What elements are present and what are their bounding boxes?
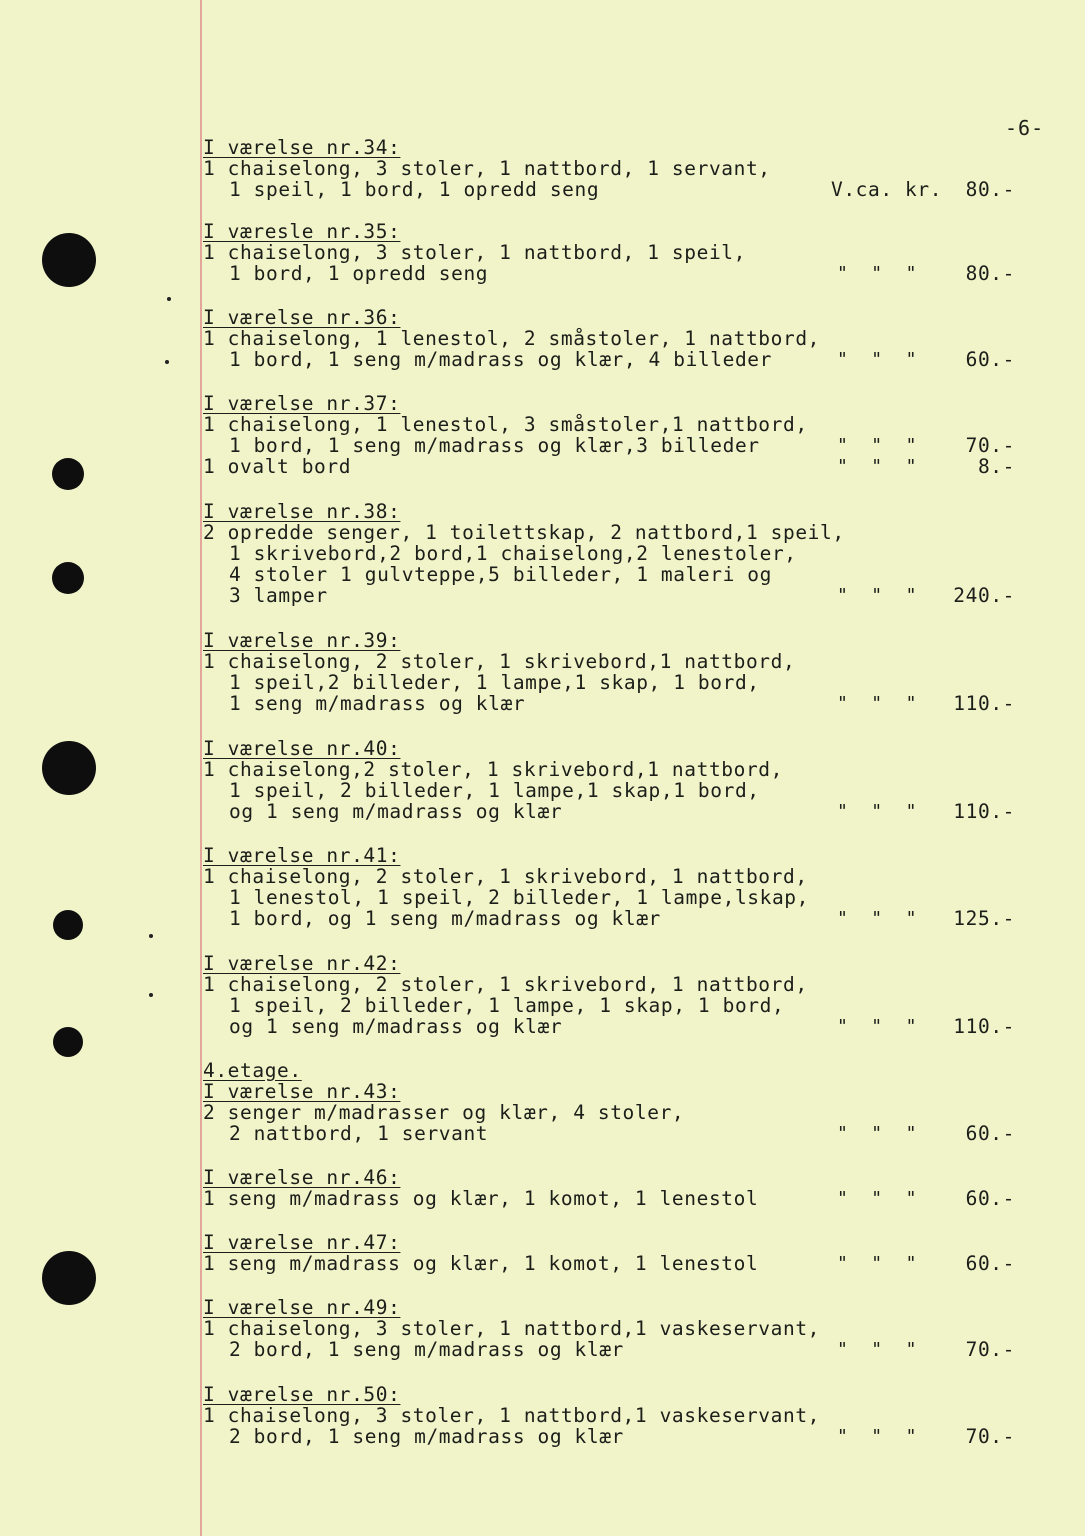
item-line bbox=[203, 1016, 1033, 1037]
item-line bbox=[203, 158, 1033, 179]
item-line bbox=[203, 1405, 1033, 1426]
room-heading-text: I værelse nr.41: bbox=[203, 844, 401, 867]
ditto-marks: " " " bbox=[837, 693, 918, 714]
item-line-text: 2 nattbord, 1 servant bbox=[229, 1122, 489, 1145]
item-line bbox=[203, 1123, 1033, 1144]
item-line bbox=[203, 693, 1033, 714]
room-heading bbox=[203, 1384, 1033, 1405]
amount-value: 125.- bbox=[953, 907, 1015, 930]
ditto-marks: " " " bbox=[837, 1339, 918, 1360]
item-line-text: 1 chaiselong, 1 lenestol, 3 småstoler,1 nattbord, bbox=[203, 413, 808, 436]
item-line bbox=[203, 179, 1033, 200]
room-entry bbox=[203, 221, 1033, 284]
item-line bbox=[203, 543, 1033, 564]
item-line bbox=[203, 564, 1033, 585]
item-line bbox=[203, 974, 1033, 995]
amount-value: 60.- bbox=[965, 1187, 1015, 1210]
item-line bbox=[203, 908, 1033, 929]
item-line bbox=[203, 887, 1033, 908]
item-line-text: 3 lamper bbox=[229, 584, 328, 607]
room-heading bbox=[203, 1297, 1033, 1318]
item-line bbox=[203, 672, 1033, 693]
punch-hole bbox=[42, 741, 96, 795]
amount-value: 70.- bbox=[965, 1338, 1015, 1361]
item-line-text: 1 speil, 1 bord, 1 opredd seng bbox=[229, 178, 600, 201]
item-line-text: 1 speil, 2 billeder, 1 lampe, 1 skap, 1 bord, bbox=[229, 994, 785, 1017]
ditto-marks: " " " bbox=[837, 585, 918, 606]
ditto-marks: " " " bbox=[837, 263, 918, 284]
amount-value: 110.- bbox=[953, 692, 1015, 715]
room-heading-text: I værelse nr.40: bbox=[203, 737, 401, 760]
item-line-text: 1 speil,2 billeder, 1 lampe,1 skap, 1 bord, bbox=[229, 671, 760, 694]
room-heading bbox=[203, 953, 1033, 974]
ditto-marks: " " " bbox=[837, 456, 918, 477]
item-line-text: 1 skrivebord,2 bord,1 chaiselong,2 lenestoler, bbox=[229, 542, 797, 565]
amount-value: 70.- bbox=[965, 1425, 1015, 1448]
item-line bbox=[203, 651, 1033, 672]
room-heading bbox=[203, 1232, 1033, 1253]
item-line-text: 1 chaiselong, 3 stoler, 1 nattbord, 1 servant, bbox=[203, 157, 771, 180]
room-entry bbox=[203, 1167, 1033, 1209]
room-heading-text: I værelse nr.37: bbox=[203, 392, 401, 415]
room-entry bbox=[203, 1060, 1033, 1144]
room-heading-text: I værelse nr.34: bbox=[203, 136, 401, 159]
punch-hole bbox=[42, 1251, 96, 1305]
amount-value: 80.- bbox=[965, 178, 1015, 201]
amount-value: 70.- bbox=[965, 434, 1015, 457]
ditto-marks: " " " bbox=[837, 349, 918, 370]
punch-hole bbox=[52, 562, 84, 594]
item-line-text: og 1 seng m/madrass og klær bbox=[229, 1015, 563, 1038]
room-heading-text: I værelse nr.49: bbox=[203, 1296, 401, 1319]
item-line-text: 1 chaiselong, 2 stoler, 1 skrivebord,1 nattbord, bbox=[203, 650, 796, 673]
punch-hole bbox=[53, 910, 83, 940]
room-entry bbox=[203, 630, 1033, 714]
room-heading-text: I værelse nr.36: bbox=[203, 306, 401, 329]
room-entry bbox=[203, 1297, 1033, 1360]
room-heading bbox=[203, 221, 1033, 242]
room-heading bbox=[203, 845, 1033, 866]
item-line bbox=[203, 866, 1033, 887]
item-line-text: 2 bord, 1 seng m/madrass og klær bbox=[229, 1425, 624, 1448]
amount-value: 60.- bbox=[965, 348, 1015, 371]
ditto-marks: " " " bbox=[837, 908, 918, 929]
room-heading-text: I værelse nr.50: bbox=[203, 1383, 401, 1406]
item-line bbox=[203, 456, 1033, 477]
item-line-text: 2 bord, 1 seng m/madrass og klær bbox=[229, 1338, 624, 1361]
ditto-marks: " " " bbox=[837, 1426, 918, 1447]
amount-value: 60.- bbox=[965, 1252, 1015, 1275]
amount-value: 110.- bbox=[953, 1015, 1015, 1038]
ditto-marks: " " " bbox=[837, 1016, 918, 1037]
item-line bbox=[203, 1339, 1033, 1360]
room-heading-text: I værelse nr.43: bbox=[203, 1080, 401, 1103]
item-line-text: 2 senger m/madrasser og klær, 4 stoler, bbox=[203, 1101, 685, 1124]
room-heading bbox=[203, 1081, 1033, 1102]
amount-value: 60.- bbox=[965, 1122, 1015, 1145]
floor-heading-text: 4.etage. bbox=[203, 1059, 302, 1082]
room-heading bbox=[203, 1167, 1033, 1188]
room-heading bbox=[203, 137, 1033, 158]
page-number: -6- bbox=[1005, 116, 1045, 140]
ditto-marks: " " " bbox=[837, 801, 918, 822]
ditto-marks: " " " bbox=[837, 1253, 918, 1274]
item-line-text: 1 chaiselong, 3 stoler, 1 nattbord,1 vaskeservant, bbox=[203, 1317, 820, 1340]
item-line-text: 1 seng m/madrass og klær, 1 komot, 1 lenestol bbox=[203, 1252, 759, 1275]
room-entry bbox=[203, 137, 1033, 200]
room-heading-text: I værelse nr.39: bbox=[203, 629, 401, 652]
item-line bbox=[203, 759, 1033, 780]
room-entry bbox=[203, 1232, 1033, 1274]
item-line bbox=[203, 585, 1033, 606]
ink-speck bbox=[149, 934, 153, 938]
item-line bbox=[203, 1318, 1033, 1339]
room-entry bbox=[203, 738, 1033, 822]
item-line bbox=[203, 995, 1033, 1016]
room-heading-text: I værelse nr.38: bbox=[203, 500, 401, 523]
room-entry bbox=[203, 393, 1033, 477]
item-line-text: 1 bord, 1 seng m/madrass og klær,3 billeder bbox=[229, 434, 760, 457]
ink-speck bbox=[149, 993, 153, 997]
item-line-text: 1 chaiselong, 3 stoler, 1 nattbord,1 vaskeservant, bbox=[203, 1404, 820, 1427]
punch-hole bbox=[42, 233, 96, 287]
item-line-text: 1 speil, 2 billeder, 1 lampe,1 skap,1 bord, bbox=[229, 779, 760, 802]
item-line-text: 1 chaiselong, 2 stoler, 1 skrivebord, 1 nattbord, bbox=[203, 973, 808, 996]
item-line bbox=[203, 263, 1033, 284]
red-margin-line bbox=[200, 0, 202, 1536]
item-line-text: 1 chaiselong, 3 stoler, 1 nattbord, 1 speil, bbox=[203, 241, 746, 264]
floor-heading bbox=[203, 1060, 1033, 1081]
amount-value: 80.- bbox=[965, 262, 1015, 285]
punch-hole bbox=[52, 458, 84, 490]
ink-speck bbox=[165, 360, 169, 364]
item-line-text: 4 stoler 1 gulvteppe,5 billeder, 1 maleri og bbox=[229, 563, 772, 586]
room-heading bbox=[203, 393, 1033, 414]
item-line bbox=[203, 1188, 1033, 1209]
item-line-text: 1 chaiselong, 1 lenestol, 2 småstoler, 1 nattbord, bbox=[203, 327, 820, 350]
room-entry bbox=[203, 845, 1033, 929]
ditto-marks: " " " bbox=[837, 1123, 918, 1144]
room-heading bbox=[203, 307, 1033, 328]
item-line-text: 1 bord, 1 seng m/madrass og klær, 4 billeder bbox=[229, 348, 772, 371]
valuation-label: V.ca. kr. bbox=[831, 178, 943, 201]
room-heading-text: I væresle nr.35: bbox=[203, 220, 401, 243]
room-entry bbox=[203, 953, 1033, 1037]
room-entry bbox=[203, 501, 1033, 606]
item-line bbox=[203, 1253, 1033, 1274]
item-line-text: 1 chaiselong, 2 stoler, 1 skrivebord, 1 nattbord, bbox=[203, 865, 808, 888]
room-entry bbox=[203, 307, 1033, 370]
ink-speck bbox=[167, 297, 171, 301]
amount-value: 110.- bbox=[953, 800, 1015, 823]
ditto-marks: " " " bbox=[837, 1188, 918, 1209]
ditto-marks: " " " bbox=[837, 435, 918, 456]
item-line-text: og 1 seng m/madrass og klær bbox=[229, 800, 563, 823]
room-heading-text: I værelse nr.42: bbox=[203, 952, 401, 975]
item-line-text: 1 ovalt bord bbox=[203, 455, 352, 478]
item-line bbox=[203, 328, 1033, 349]
item-line bbox=[203, 801, 1033, 822]
item-line-text: 1 seng m/madrass og klær, 1 komot, 1 lenestol bbox=[203, 1187, 759, 1210]
amount-value: 240.- bbox=[953, 584, 1015, 607]
item-line-text: 1 lenestol, 1 speil, 2 billeder, 1 lampe,lskap, bbox=[229, 886, 809, 909]
room-heading bbox=[203, 501, 1033, 522]
room-heading bbox=[203, 738, 1033, 759]
item-line-text: 2 opredde senger, 1 toilettskap, 2 nattbord,1 speil, bbox=[203, 521, 845, 544]
room-heading-text: I værelse nr.47: bbox=[203, 1231, 401, 1254]
item-line bbox=[203, 349, 1033, 370]
item-line bbox=[203, 435, 1033, 456]
item-line-text: 1 bord, og 1 seng m/madrass og klær bbox=[229, 907, 661, 930]
item-line-text: 1 chaiselong,2 stoler, 1 skrivebord,1 nattbord, bbox=[203, 758, 783, 781]
item-line bbox=[203, 522, 1033, 543]
room-heading bbox=[203, 630, 1033, 651]
item-line bbox=[203, 780, 1033, 801]
punch-hole bbox=[53, 1027, 83, 1057]
item-line-text: 1 bord, 1 opredd seng bbox=[229, 262, 489, 285]
item-line-text: 1 seng m/madrass og klær bbox=[229, 692, 526, 715]
amount-value: 8.- bbox=[977, 455, 1015, 478]
item-line bbox=[203, 1426, 1033, 1447]
item-line bbox=[203, 242, 1033, 263]
item-line bbox=[203, 1102, 1033, 1123]
item-line bbox=[203, 414, 1033, 435]
room-entry bbox=[203, 1384, 1033, 1447]
room-heading-text: I værelse nr.46: bbox=[203, 1166, 401, 1189]
